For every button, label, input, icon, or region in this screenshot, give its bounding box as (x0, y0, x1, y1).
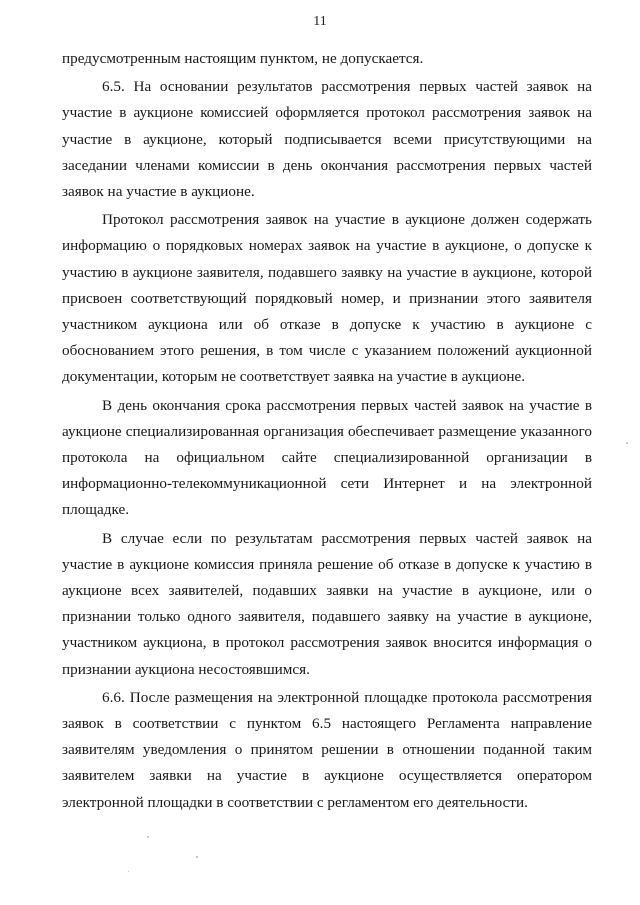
paragraph-continuation: предусмотренным настоящим пунктом, не допускается. (62, 50, 424, 67)
paragraph-6-5: 6.5. На основании результатов рассмотрения первых частей заявок на участие в аукционе комиссией оформляется протокол рассмотрения заявок на участие в аукционе, который подписывается всеми присутствующими на заседании членами комиссии в день окончания рассмотрения первых частей заявок на участие в аукционе. (62, 78, 592, 201)
paragraph-protocol-contents: Протокол рассмотрения заявок на участие в аукционе должен содержать информацию о порядковых номерах заявок на участие в аукционе, о допуске к участию в аукционе заявителя, подавшего заявку на участие в аукционе, которой присвоен соответствующий порядковый номер, и признании этого заявителя участником аукциона или об отказе в допуске к участию в аукционе с обоснованием этого решения, в том числе с указанием положений аукционной документации, которым не соответствует заявка на участие в аукционе. (62, 211, 592, 386)
paragraph-protocol-publication: В день окончания срока рассмотрения первых частей заявок на участие в аукционе специализированная организация обеспечивает размещение указанного протокола на официальном сайте специализированной организации в информационно-телекоммуникационной сети Интернет и на электронной площадке. (62, 396, 592, 519)
paragraph-auction-failed: В случае если по результатам рассмотрения первых частей заявок на участие в аукционе комиссия приняла решение об отказе в допуске к участию в аукционе всех заявителей, подавших заявки на участие в аукционе, или о признании только одного заявителя, подавшего заявку на участие в аукционе, участником аукциона, в протокол рассмотрения заявок вносится информация о признании аукциона несостоявшимся. (62, 529, 592, 678)
page-number: 11 (313, 14, 327, 29)
scan-speck (147, 836, 149, 838)
document-body (62, 46, 592, 816)
paragraph-6-6: 6.6. После размещения на электронной площадке протокола рассмотрения заявок в соответствии с пунктом 6.5 настоящего Регламента направление заявителям уведомления о принятом решении в отношении поданной таким заявителем заявки на участие в аукционе осуществляется оператором электронной площадки в соответствии с регламентом его деятельности. (62, 688, 592, 811)
scan-speck (626, 442, 628, 444)
scan-speck (128, 871, 129, 872)
scan-speck (196, 856, 198, 858)
